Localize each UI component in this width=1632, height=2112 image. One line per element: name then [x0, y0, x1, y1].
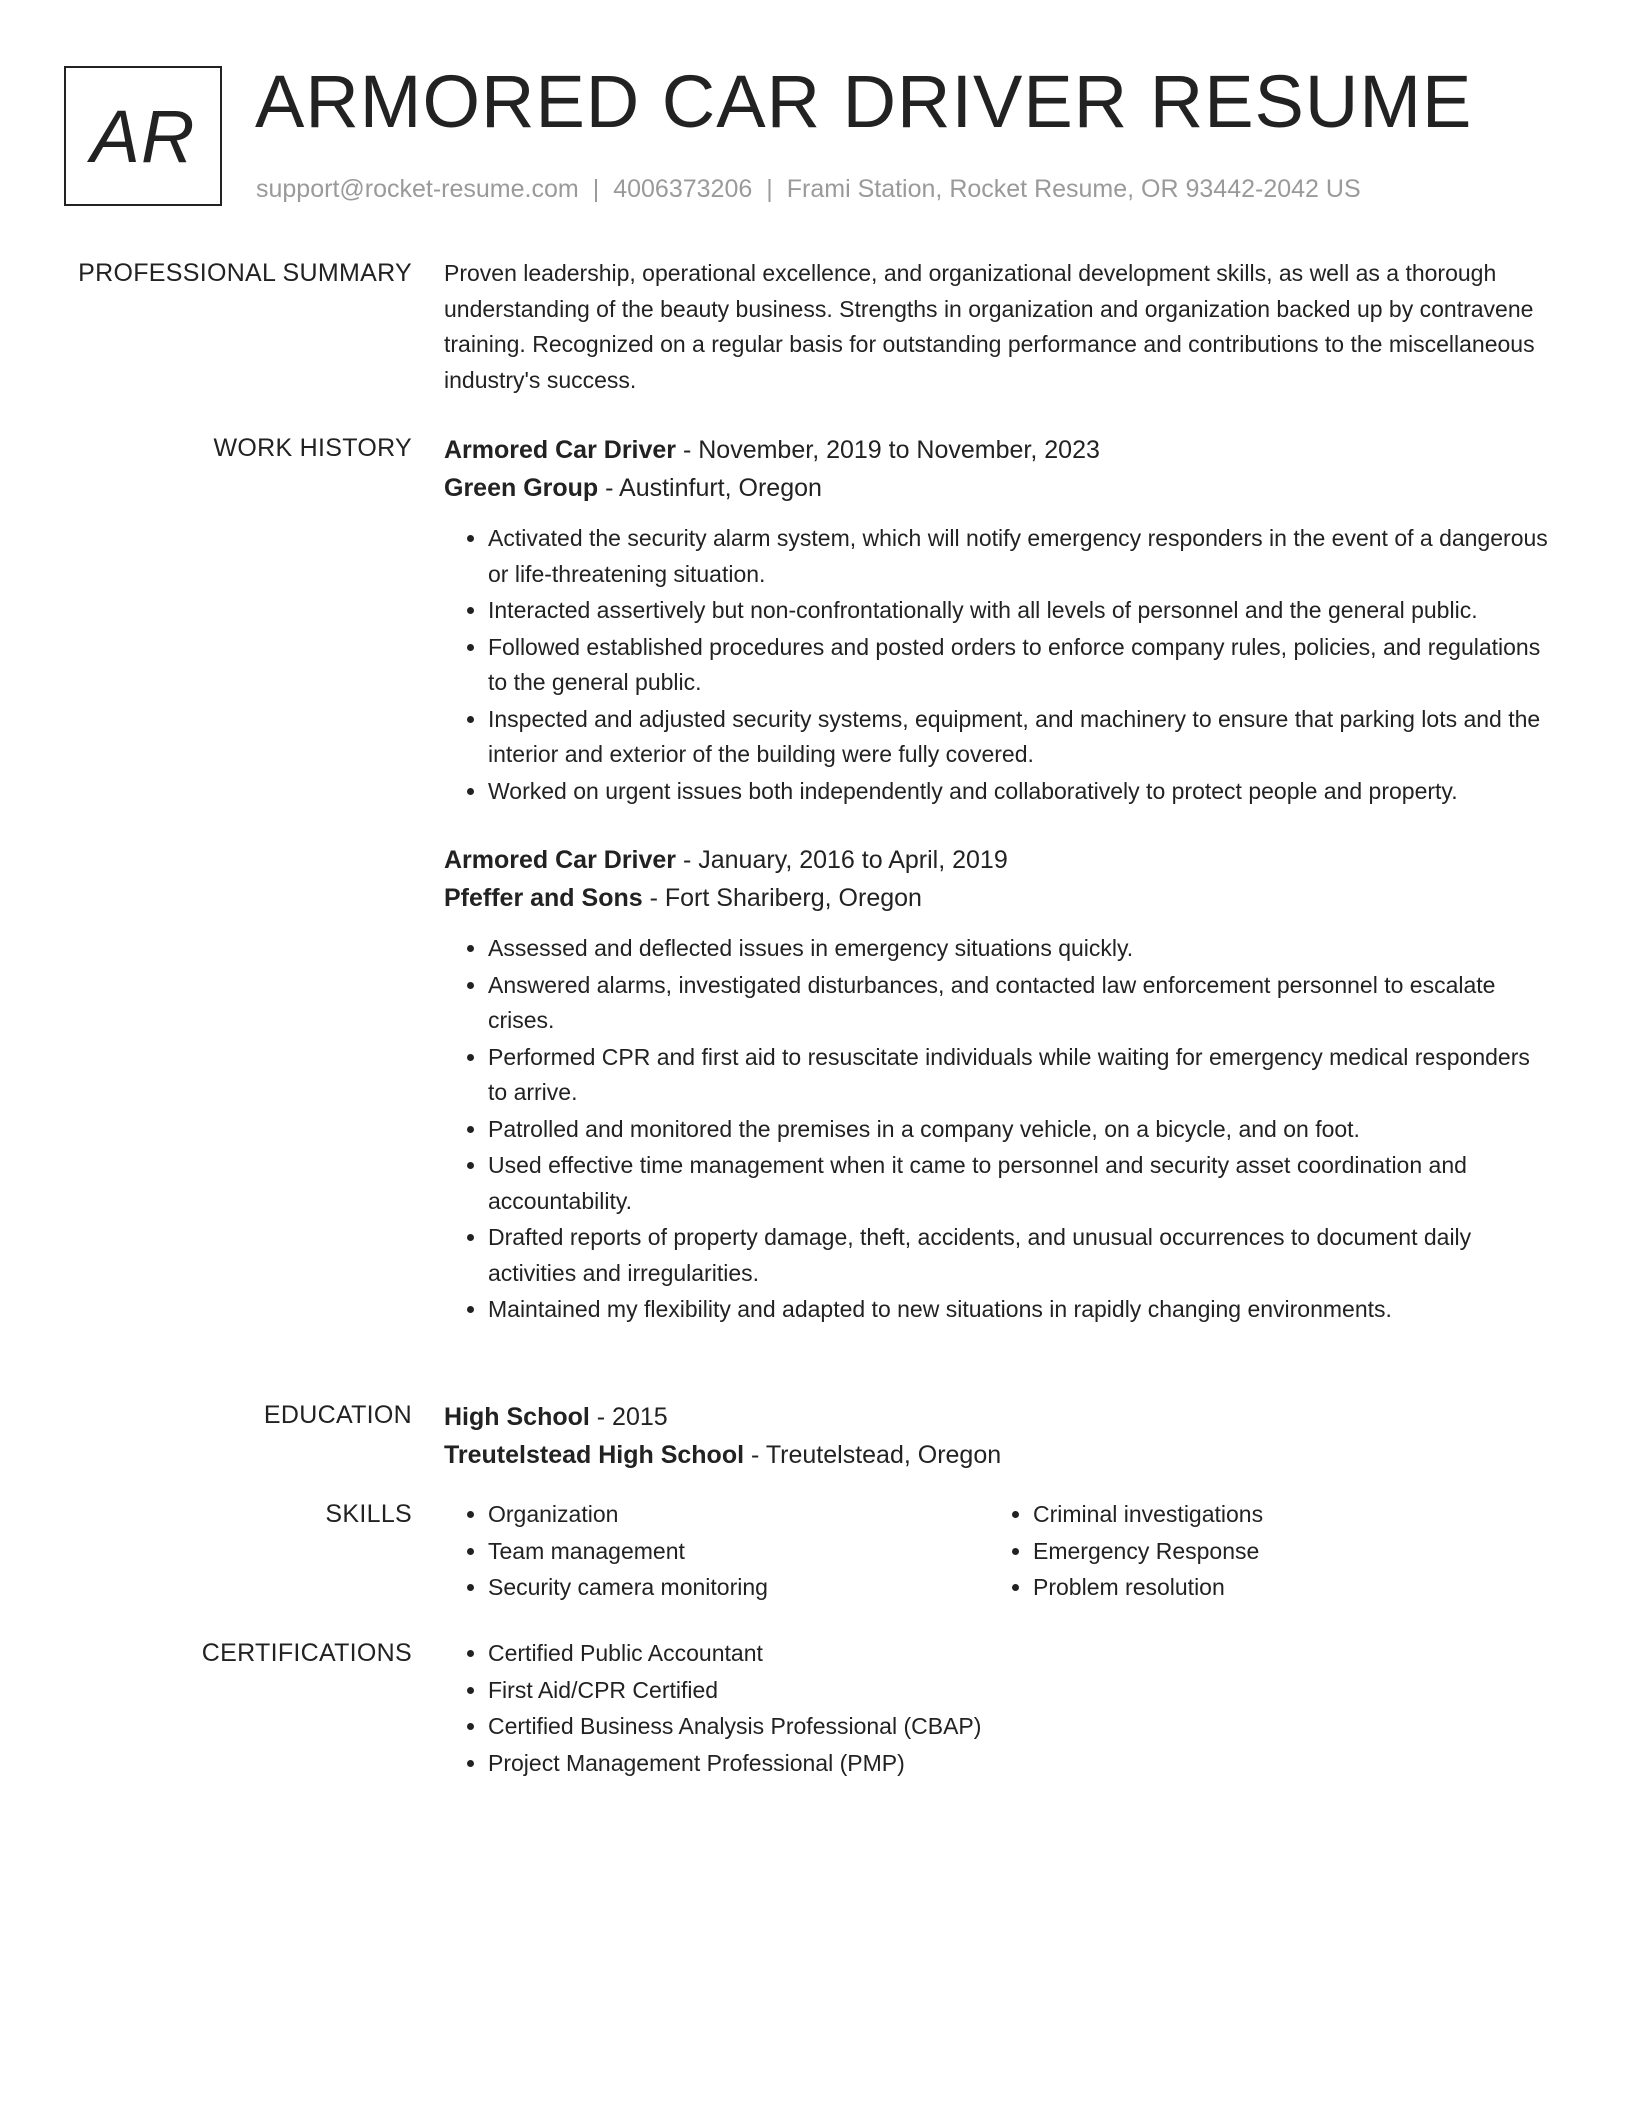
list-item: • Used effective time management when it came to personnel and security asset coordination and accountability.: [488, 1148, 1554, 1219]
certification-item: • First Aid/CPR Certified: [488, 1673, 1554, 1709]
job-duties-list: [444, 931, 1554, 1328]
job-company-line: [444, 469, 1554, 507]
job-title-line: [444, 841, 1554, 879]
education-school: Treutelstead High School: [444, 1441, 745, 1469]
list-item: • Assessed and deflected issues in emergency situations quickly.: [488, 931, 1554, 967]
skills-column-left: [444, 1497, 989, 1607]
skill-item: • Problem resolution: [1033, 1570, 1534, 1606]
job-company: Green Group: [444, 474, 599, 502]
list-item: • Interacted assertively but non-confrontationally with all levels of personnel and the general public.: [488, 593, 1554, 629]
list-item: • Activated the security alarm system, which will notify emergency responders in the event of a dangerous or life-threatening situation.: [488, 521, 1554, 592]
contact-address: Frami Station, Rocket Resume, OR 93442-2042 US: [786, 175, 1361, 203]
section-label-summary: PROFESSIONAL SUMMARY: [78, 259, 412, 287]
skill-item: • Team management: [488, 1534, 989, 1570]
job-entry: [444, 431, 1554, 809]
certifications-list: [444, 1636, 1554, 1781]
resume-title: ARMORED CAR DRIVER RESUME: [255, 60, 1473, 143]
education-location: - Treutelstead, Oregon: [744, 1441, 1002, 1469]
education-degree: High School: [444, 1403, 590, 1431]
section-label-education: EDUCATION: [263, 1401, 412, 1429]
monogram-initials: AR: [90, 94, 196, 178]
section-label-certifications: CERTIFICATIONS: [201, 1639, 412, 1667]
job-dates: - January, 2016 to April, 2019: [676, 846, 1008, 874]
contact-separator: |: [766, 175, 773, 203]
contact-phone[interactable]: 4006373206: [613, 175, 753, 203]
job-company-line: [444, 879, 1554, 917]
education-school-line: [444, 1436, 1554, 1474]
certification-item: • Certified Business Analysis Professional (CBAP): [488, 1709, 1554, 1745]
skills-column-right: [989, 1497, 1534, 1607]
skills-list: [989, 1497, 1534, 1606]
education-degree-line: [444, 1398, 1554, 1436]
skill-item: • Organization: [488, 1497, 989, 1533]
job-title: Armored Car Driver: [444, 436, 677, 464]
education-year: - 2015: [589, 1403, 668, 1431]
education-body: [444, 1398, 1554, 1474]
skill-item: • Emergency Response: [1033, 1534, 1534, 1570]
job-title-line: [444, 431, 1554, 469]
skills-grid: [444, 1497, 1554, 1607]
certification-item: • Project Management Professional (PMP): [488, 1746, 1554, 1782]
monogram-box: [64, 66, 222, 206]
skill-item: • Security camera monitoring: [488, 1570, 989, 1606]
job-duties-list: [444, 521, 1554, 809]
list-item: • Maintained my flexibility and adapted to new situations in rapidly changing environments.: [488, 1292, 1554, 1328]
list-item: • Answered alarms, investigated disturbances, and contacted law enforcement personnel to escalate crises.: [488, 968, 1554, 1039]
list-item: • Worked on urgent issues both independently and collaboratively to protect people and property.: [488, 774, 1554, 810]
work-history-body: [444, 431, 1554, 1329]
job-dates: - November, 2019 to November, 2023: [676, 436, 1100, 464]
job-entry: [444, 841, 1554, 1328]
list-item: • Followed established procedures and posted orders to enforce company rules, policies, and regulations to the general public.: [488, 630, 1554, 701]
list-item: • Patrolled and monitored the premises in a company vehicle, on a bicycle, and on foot.: [488, 1112, 1554, 1148]
contact-email[interactable]: support@rocket-resume.com: [256, 175, 579, 203]
job-company: Pfeffer and Sons: [444, 884, 643, 912]
job-location: - Fort Shariberg, Oregon: [642, 884, 922, 912]
certification-item: • Certified Public Accountant: [488, 1636, 1554, 1672]
list-item: • Performed CPR and first aid to resuscitate individuals while waiting for emergency medical responders to arrive.: [488, 1040, 1554, 1111]
job-location: - Austinfurt, Oregon: [598, 474, 822, 502]
list-item: • Inspected and adjusted security systems, equipment, and machinery to ensure that parking lots and the interior and exterior of the building were fully covered.: [488, 702, 1554, 773]
section-label-skills: SKILLS: [325, 1500, 412, 1528]
list-item: • Drafted reports of property damage, theft, accidents, and unusual occurrences to document daily activities and irregularities.: [488, 1220, 1554, 1291]
skill-item: • Criminal investigations: [1033, 1497, 1534, 1533]
skills-list: [444, 1497, 989, 1606]
contact-line: [256, 172, 1361, 206]
summary-text: Proven leadership, operational excellence, and organizational development skills, as well as a thorough understanding of the beauty business. Strengths in organization and organization backed up by contravene training. Recognized on a regular basis for outstanding performance and contributions to the miscellaneous industry's success.: [444, 260, 1535, 393]
job-title: Armored Car Driver: [444, 846, 677, 874]
contact-separator: |: [592, 175, 600, 203]
section-label-work-history: WORK HISTORY: [213, 434, 412, 462]
certifications-body: [444, 1636, 1554, 1782]
